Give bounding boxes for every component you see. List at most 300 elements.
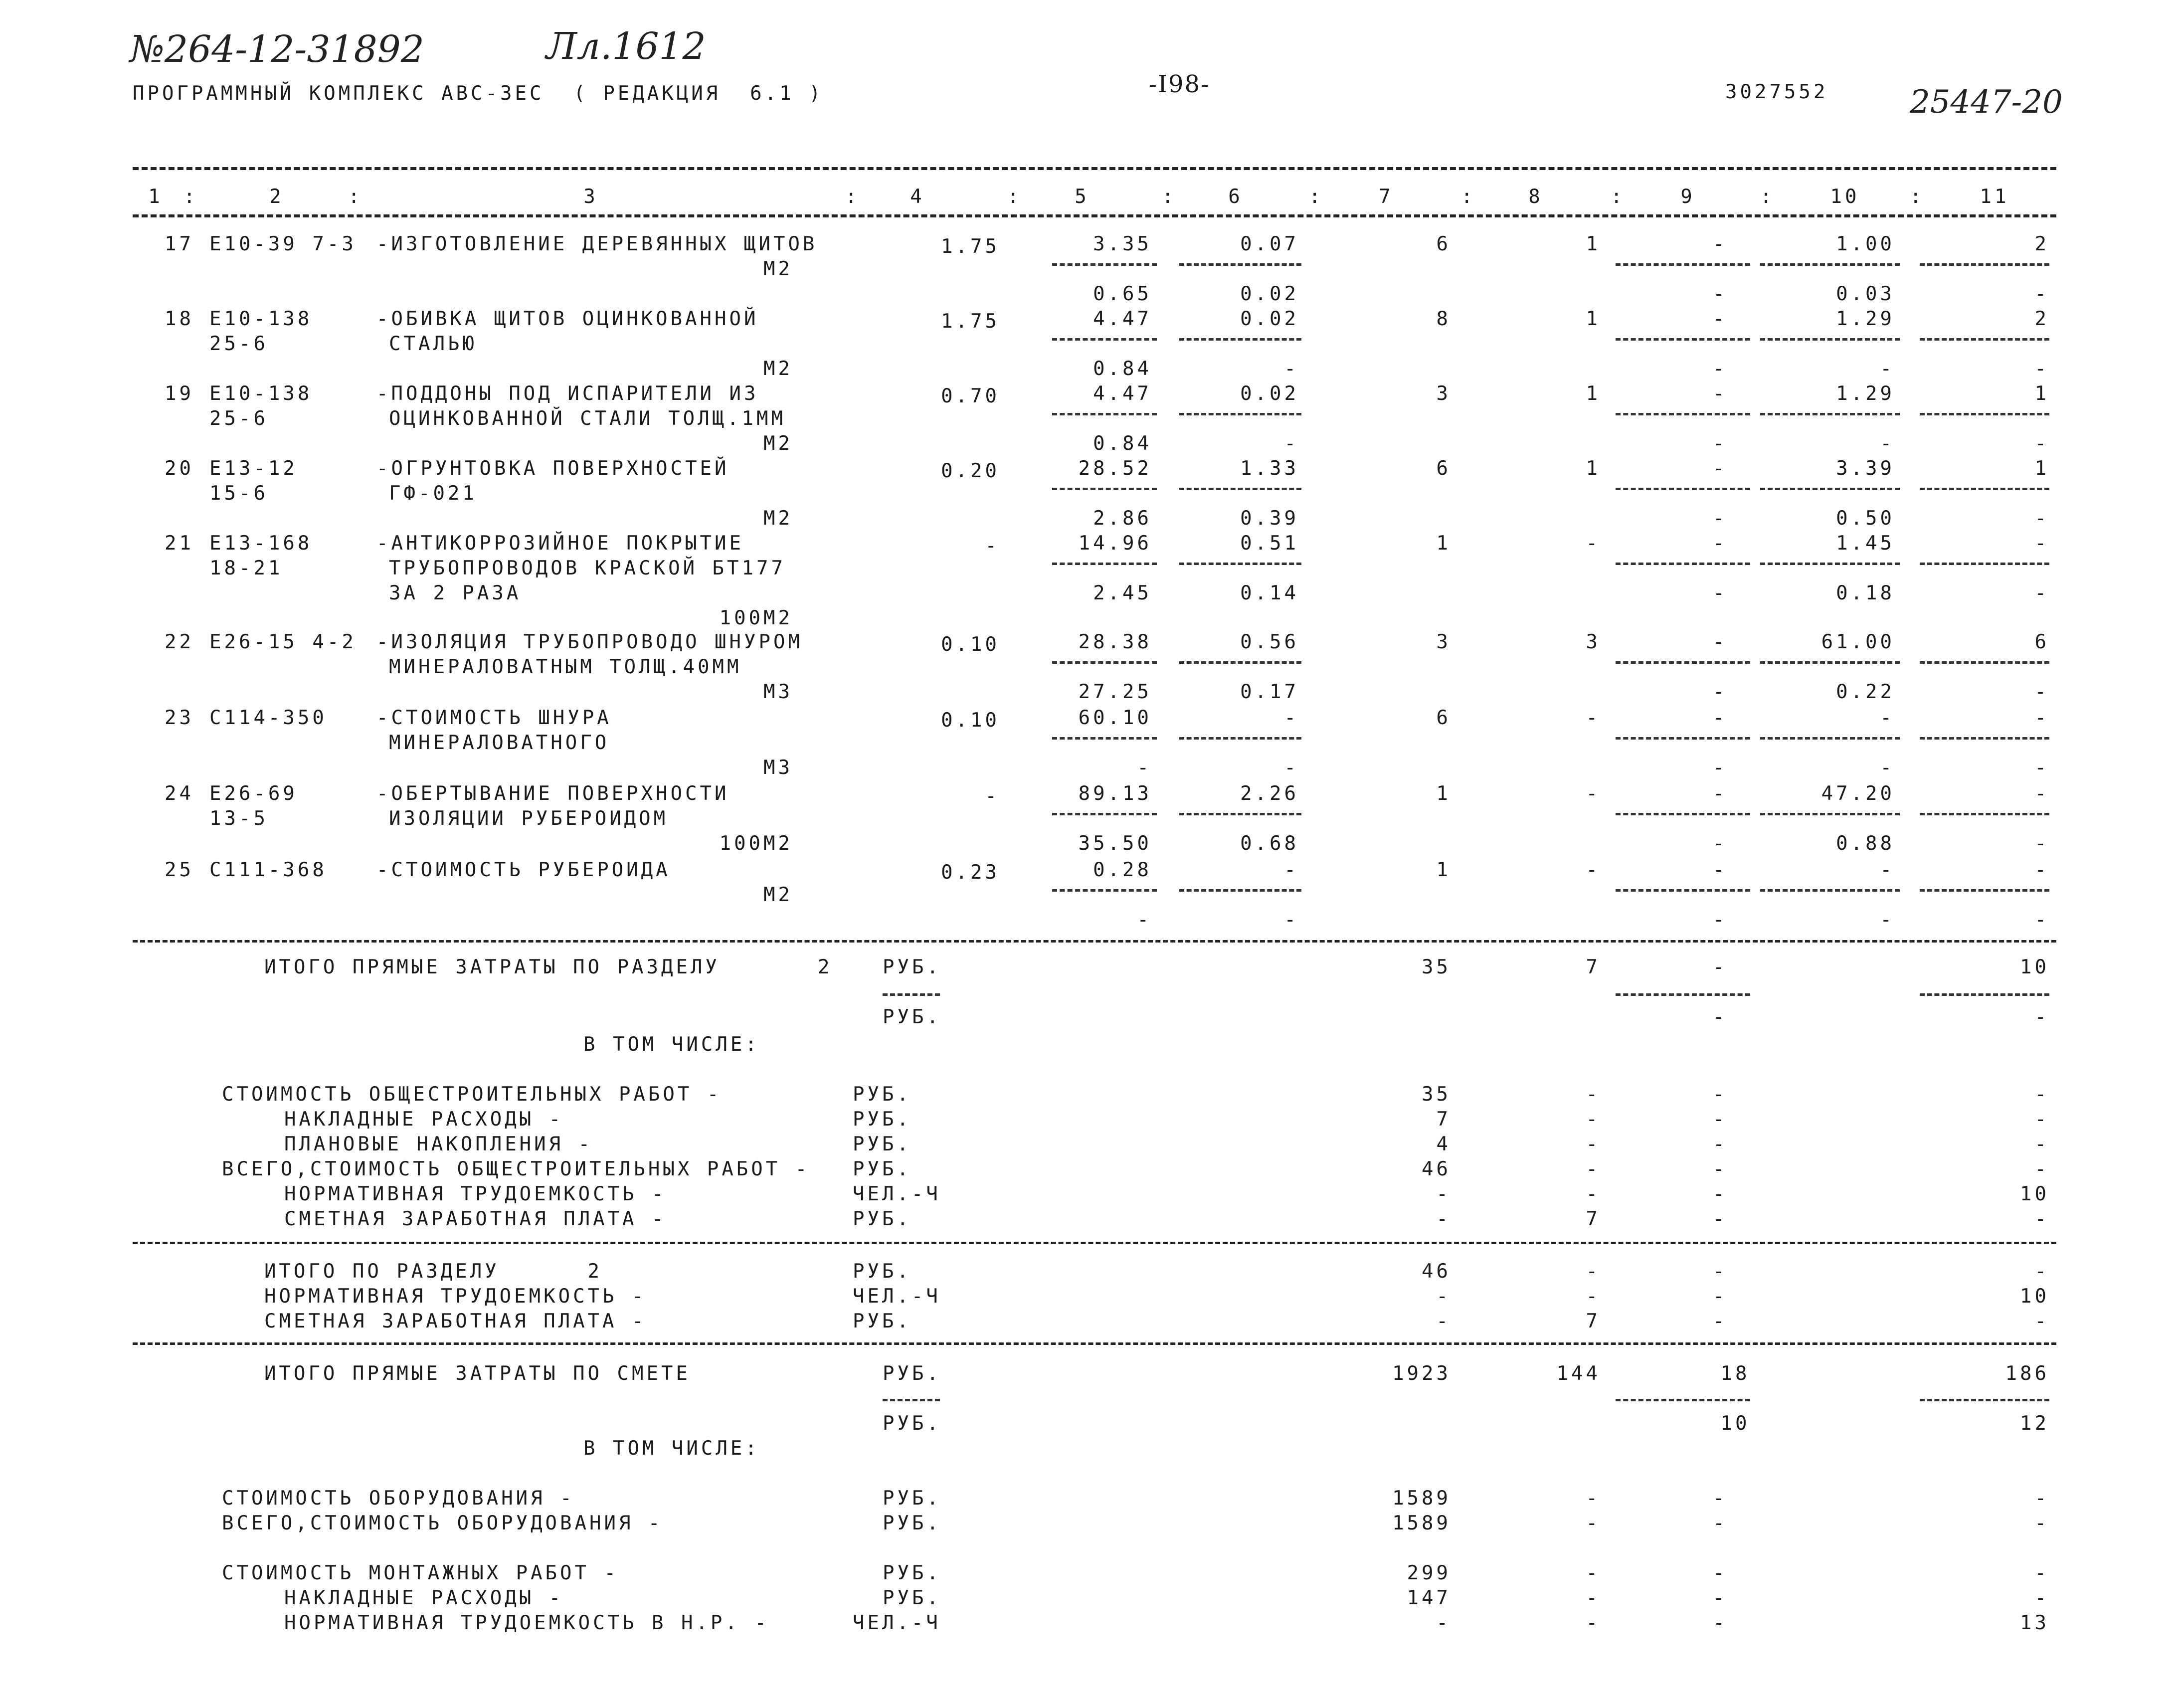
- col11-value: 1: [2034, 457, 2049, 480]
- estimate-breakdown-col8: -: [1586, 1587, 1601, 1609]
- estimate-breakdown-col9: -: [1713, 1487, 1728, 1510]
- section-total-label: ИТОГО ПРЯМЫЕ ЗАТРАТЫ ПО РАЗДЕЛУ: [264, 956, 720, 978]
- dashed-rule: [133, 940, 2056, 943]
- estimate-total-col11-secondary: 12: [2020, 1412, 2049, 1435]
- section-total-unit: РУБ.: [883, 956, 941, 978]
- estimate-breakdown-col8: -: [1586, 1487, 1601, 1510]
- col10-value: 1.29: [1836, 308, 1895, 330]
- dashed-separator: [1616, 413, 1750, 415]
- row-code: С111-368: [209, 859, 327, 881]
- dashed-separator: [1920, 993, 2049, 996]
- col5-value: 28.52: [1078, 457, 1152, 480]
- dashed-separator: [1760, 737, 1900, 740]
- dashed-separator: [1052, 413, 1157, 415]
- col11-subvalue: -: [2034, 582, 2049, 604]
- column-header-2: 2: [269, 186, 284, 208]
- estimate-breakdown-col9: -: [1713, 1562, 1728, 1584]
- dashed-separator: [1052, 263, 1157, 266]
- breakdown-col11: -: [2034, 1108, 2049, 1131]
- col11-subvalue: -: [2034, 507, 2049, 530]
- col11-value: 1: [2034, 382, 2049, 405]
- col7-value: 1: [1436, 859, 1451, 881]
- breakdown-col7: -: [1436, 1183, 1451, 1205]
- col8-value: -: [1586, 859, 1601, 881]
- section-final-col8: -: [1586, 1285, 1601, 1308]
- breakdown-label: ПЛАНОВЫЕ НАКОПЛЕНИЯ -: [284, 1133, 593, 1155]
- col9-subvalue: -: [1713, 507, 1728, 530]
- row-description: МИНЕРАЛОВАТНЫМ ТОЛЩ.40ММ: [389, 656, 742, 678]
- col9-subvalue: -: [1713, 757, 1728, 779]
- dashed-separator: [1760, 413, 1900, 415]
- column-header-4: 4: [910, 186, 925, 208]
- estimate-breakdown-unit: РУБ.: [883, 1562, 941, 1584]
- estimate-total-label: ИТОГО ПРЯМЫЕ ЗАТРАТЫ ПО СМЕТЕ: [264, 1362, 691, 1385]
- col6-subvalue: 0.17: [1240, 681, 1299, 703]
- breakdown-col8: -: [1586, 1133, 1601, 1155]
- row-number: 18: [165, 308, 194, 330]
- col5-value: 89.13: [1078, 782, 1152, 805]
- row-number: 20: [165, 457, 194, 480]
- col11-subvalue: -: [2034, 909, 2049, 931]
- breakdown-col7: 7: [1436, 1108, 1451, 1131]
- dashed-separator: [1920, 338, 2049, 341]
- col6-value: 0.51: [1240, 532, 1299, 555]
- row-unit: М2: [763, 258, 793, 280]
- col8-value: 1: [1586, 233, 1601, 255]
- estimate-total-unit: РУБ.: [883, 1362, 941, 1385]
- row-description: -СТОИМОСТЬ РУБЕРОИДА: [376, 859, 671, 881]
- col9-subvalue: -: [1713, 909, 1728, 931]
- row-description: -АНТИКОРРОЗИЙНОЕ ПОКРЫТИЕ: [376, 532, 744, 555]
- col6-subvalue: 0.68: [1240, 832, 1299, 855]
- dashed-separator: [1616, 813, 1750, 815]
- including-label: В ТОМ ЧИСЛЕ:: [583, 1033, 760, 1056]
- section-total-col11-secondary: -: [2034, 1006, 2049, 1028]
- dashed-separator: [1052, 661, 1157, 664]
- col11-value: -: [2034, 707, 2049, 729]
- estimate-breakdown-col7: 299: [1407, 1562, 1451, 1584]
- dashed-separator: [1760, 889, 1900, 892]
- row-description: МИНЕРАЛОВАТНОГО: [389, 732, 610, 754]
- section-total-col7: 35: [1422, 956, 1451, 978]
- col5-subvalue: 35.50: [1078, 832, 1152, 855]
- row-quantity: 0.70: [941, 385, 1000, 407]
- col6-subvalue: -: [1284, 432, 1299, 455]
- dashed-separator: [1616, 338, 1750, 341]
- breakdown-col9: -: [1713, 1208, 1728, 1230]
- row-code-sub: 25-6: [209, 407, 268, 430]
- col7-value: 3: [1436, 631, 1451, 653]
- row-description: -ОБЕРТЫВАНИЕ ПОВЕРХНОСТИ: [376, 782, 729, 805]
- dashed-separator: [1179, 263, 1301, 266]
- col6-value: 0.02: [1240, 308, 1299, 330]
- row-description: -ИЗГОТОВЛЕНИЕ ДЕРЕВЯННЫХ ЩИТОВ: [376, 233, 818, 255]
- col10-subvalue: -: [1880, 757, 1895, 779]
- row-code: С114-350: [209, 707, 327, 729]
- col9-subvalue: -: [1713, 283, 1728, 305]
- row-description: -СТОИМОСТЬ ШНУРА: [376, 707, 612, 729]
- section-final-unit: РУБ.: [853, 1260, 911, 1283]
- dashed-separator: [1179, 889, 1301, 892]
- estimate-total-col11: 186: [2005, 1362, 2049, 1385]
- row-description: -ИЗОЛЯЦИЯ ТРУБОПРОВОДО ШНУРОМ: [376, 631, 803, 653]
- row-code-sub: 18-21: [209, 557, 283, 579]
- estimate-total-col9-secondary: 10: [1720, 1412, 1750, 1435]
- col6-value: 1.33: [1240, 457, 1299, 480]
- col6-subvalue: -: [1284, 909, 1299, 931]
- row-code: Е26-69: [209, 782, 298, 805]
- col5-value: 3.35: [1093, 233, 1152, 255]
- col5-value: 0.28: [1093, 859, 1152, 881]
- row-unit: М3: [763, 681, 793, 703]
- col10-value: 1.00: [1836, 233, 1895, 255]
- dashed-separator: [1179, 813, 1301, 815]
- row-unit: М3: [763, 757, 793, 779]
- col10-subvalue: 0.18: [1836, 582, 1895, 604]
- col10-subvalue: 0.22: [1836, 681, 1895, 703]
- col10-value: 61.00: [1821, 631, 1895, 653]
- breakdown-col11: -: [2034, 1133, 2049, 1155]
- col10-value: 47.20: [1821, 782, 1895, 805]
- col7-value: 8: [1436, 308, 1451, 330]
- breakdown-col8: -: [1586, 1108, 1601, 1131]
- breakdown-unit: РУБ.: [853, 1108, 911, 1131]
- col11-value: 2: [2034, 233, 2049, 255]
- including-label: В ТОМ ЧИСЛЕ:: [583, 1437, 760, 1460]
- estimate-breakdown-col8: -: [1586, 1612, 1601, 1634]
- row-code-sub: 15-6: [209, 482, 268, 505]
- breakdown-col9: -: [1713, 1083, 1728, 1106]
- estimate-breakdown-col11: -: [2034, 1562, 2049, 1584]
- dashed-separator: [1179, 488, 1301, 490]
- col5-subvalue: -: [1137, 909, 1152, 931]
- column-header-7: 7: [1379, 186, 1394, 208]
- breakdown-col8: 7: [1586, 1208, 1601, 1230]
- col10-value: 1.45: [1836, 532, 1895, 555]
- dashed-separator: [1179, 737, 1301, 740]
- section-final-col7: -: [1436, 1310, 1451, 1332]
- col11-subvalue: -: [2034, 681, 2049, 703]
- col6-value: 0.56: [1240, 631, 1299, 653]
- estimate-breakdown-col11: -: [2034, 1587, 2049, 1609]
- section-total-number: 2: [818, 956, 833, 978]
- breakdown-col7: 35: [1422, 1083, 1451, 1106]
- estimate-breakdown-col7: -: [1436, 1612, 1451, 1634]
- estimate-total-col7: 1923: [1392, 1362, 1451, 1385]
- col7-value: 1: [1436, 532, 1451, 555]
- dashed-separator: [1616, 889, 1750, 892]
- col11-subvalue: -: [2034, 283, 2049, 305]
- estimate-breakdown-label: НАКЛАДНЫЕ РАСХОДЫ -: [284, 1587, 564, 1609]
- col10-value: 1.29: [1836, 382, 1895, 405]
- col9-value: -: [1713, 233, 1728, 255]
- col11-value: 6: [2034, 631, 2049, 653]
- row-description: ИЗОЛЯЦИИ РУБЕРОИДОМ: [389, 807, 669, 830]
- col8-value: 1: [1586, 457, 1601, 480]
- estimate-breakdown-col9: -: [1713, 1612, 1728, 1634]
- estimate-breakdown-col9: -: [1713, 1587, 1728, 1609]
- breakdown-col11: -: [2034, 1083, 2049, 1106]
- column-separator: :: [1007, 186, 1022, 208]
- estimate-breakdown-label: СТОИМОСТЬ МОНТАЖНЫХ РАБОТ -: [222, 1562, 619, 1584]
- col10-subvalue: -: [1880, 432, 1895, 455]
- section-final-unit: ЧЕЛ.-Ч: [853, 1285, 941, 1308]
- dashed-separator: [1616, 488, 1750, 490]
- dashed-separator: [1052, 813, 1157, 815]
- col8-value: -: [1586, 782, 1601, 805]
- dashed-separator: [1052, 338, 1157, 341]
- row-description: ГФ-021: [389, 482, 477, 505]
- estimate-breakdown-col11: -: [2034, 1512, 2049, 1534]
- col6-subvalue: -: [1284, 358, 1299, 380]
- col7-value: 6: [1436, 457, 1451, 480]
- estimate-breakdown-label: ВСЕГО,СТОИМОСТЬ ОБОРУДОВАНИЯ -: [222, 1512, 663, 1534]
- estimate-breakdown-col8: -: [1586, 1512, 1601, 1534]
- estimate-breakdown-label: СТОИМОСТЬ ОБОРУДОВАНИЯ -: [222, 1487, 575, 1510]
- column-header-5: 5: [1075, 186, 1090, 208]
- estimate-breakdown-col8: -: [1586, 1562, 1601, 1584]
- section-final-col7: -: [1436, 1285, 1451, 1308]
- row-number: 22: [165, 631, 194, 653]
- estimate-breakdown-col9: -: [1713, 1512, 1728, 1534]
- program-header: ПРОГРАММНЫЙ КОМПЛЕКС АВС-3ЕС ( РЕДАКЦИЯ 6.1 ): [133, 82, 824, 105]
- dashed-rule: [133, 167, 2056, 170]
- dashed-separator: [883, 1399, 940, 1401]
- row-number: 21: [165, 532, 194, 555]
- breakdown-col9: -: [1713, 1108, 1728, 1131]
- col5-subvalue: -: [1137, 757, 1152, 779]
- section-total-col11: 10: [2020, 956, 2049, 978]
- row-code: Е26-15 4-2: [209, 631, 357, 653]
- dashed-separator: [1616, 661, 1750, 664]
- dashed-separator: [1616, 737, 1750, 740]
- column-header-6: 6: [1228, 186, 1243, 208]
- column-separator: :: [1611, 186, 1626, 208]
- breakdown-unit: РУБ.: [853, 1083, 911, 1106]
- section-final-label: СМЕТНАЯ ЗАРАБОТНАЯ ПЛАТА -: [264, 1310, 647, 1332]
- col5-value: 60.10: [1078, 707, 1152, 729]
- dashed-separator: [1760, 661, 1900, 664]
- row-unit: 100М2: [719, 832, 793, 855]
- column-separator: :: [1309, 186, 1324, 208]
- col10-subvalue: 0.50: [1836, 507, 1895, 530]
- breakdown-col8: -: [1586, 1183, 1601, 1205]
- breakdown-col11: 10: [2020, 1183, 2049, 1205]
- row-unit: 100М2: [719, 607, 793, 629]
- row-description: -ОГРУНТОВКА ПОВЕРХНОСТЕЙ: [376, 457, 729, 480]
- estimate-breakdown-unit: РУБ.: [883, 1587, 941, 1609]
- dashed-separator: [1179, 413, 1301, 415]
- section-final-unit: РУБ.: [853, 1310, 911, 1332]
- breakdown-label: ВСЕГО,СТОИМОСТЬ ОБЩЕСТРОИТЕЛЬНЫХ РАБОТ -: [222, 1158, 810, 1180]
- col5-value: 28.38: [1078, 631, 1152, 653]
- col9-subvalue: -: [1713, 681, 1728, 703]
- col10-value: 3.39: [1836, 457, 1895, 480]
- column-separator: :: [1461, 186, 1476, 208]
- section-final-label: НОРМАТИВНАЯ ТРУДОЕМКОСТЬ -: [264, 1285, 647, 1308]
- row-description: СТАЛЬЮ: [389, 333, 477, 355]
- estimate-breakdown-col7: 1589: [1392, 1512, 1451, 1534]
- col9-value: -: [1713, 859, 1728, 881]
- dashed-separator: [1052, 563, 1157, 565]
- dashed-separator: [1920, 661, 2049, 664]
- col7-value: 3: [1436, 382, 1451, 405]
- dashed-separator: [1616, 263, 1750, 266]
- col10-subvalue: 0.03: [1836, 283, 1895, 305]
- section-final-label: ИТОГО ПО РАЗДЕЛУ 2: [264, 1260, 603, 1283]
- row-description: -ПОДДОНЫ ПОД ИСПАРИТЕЛИ ИЗ: [376, 382, 759, 405]
- row-number: 23: [165, 707, 194, 729]
- handwritten-doc-number: №264-12-31892: [130, 28, 424, 71]
- breakdown-col9: -: [1713, 1183, 1728, 1205]
- breakdown-unit: РУБ.: [853, 1133, 911, 1155]
- breakdown-col7: -: [1436, 1208, 1451, 1230]
- col11-subvalue: -: [2034, 757, 2049, 779]
- breakdown-unit: ЧЕЛ.-Ч: [853, 1183, 941, 1205]
- dashed-separator: [1052, 737, 1157, 740]
- col7-value: 1: [1436, 782, 1451, 805]
- dashed-separator: [1616, 563, 1750, 565]
- col5-subvalue: 0.65: [1093, 283, 1152, 305]
- document-code: 3027552: [1725, 81, 1828, 103]
- col5-value: 4.47: [1093, 382, 1152, 405]
- estimate-total-unit-secondary: РУБ.: [883, 1412, 941, 1435]
- column-separator: :: [845, 186, 860, 208]
- breakdown-unit: РУБ.: [853, 1158, 911, 1180]
- col10-subvalue: -: [1880, 358, 1895, 380]
- section-total-col9-secondary: -: [1713, 1006, 1728, 1028]
- breakdown-col8: -: [1586, 1158, 1601, 1180]
- col5-value: 4.47: [1093, 308, 1152, 330]
- col9-value: -: [1713, 631, 1728, 653]
- col11-subvalue: -: [2034, 358, 2049, 380]
- row-quantity: -: [985, 785, 1000, 807]
- breakdown-label: СМЕТНАЯ ЗАРАБОТНАЯ ПЛАТА -: [284, 1208, 667, 1230]
- col9-value: -: [1713, 457, 1728, 480]
- breakdown-label: СТОИМОСТЬ ОБЩЕСТРОИТЕЛЬНЫХ РАБОТ -: [222, 1083, 722, 1106]
- column-header-9: 9: [1680, 186, 1695, 208]
- column-header-11: 11: [1980, 186, 2009, 208]
- dashed-separator: [1052, 889, 1157, 892]
- estimate-breakdown-col11: -: [2034, 1487, 2049, 1510]
- dashed-separator: [1179, 563, 1301, 565]
- estimate-total-col9: 18: [1720, 1362, 1750, 1385]
- col11-value: -: [2034, 782, 2049, 805]
- col6-value: -: [1284, 707, 1299, 729]
- col7-value: 6: [1436, 707, 1451, 729]
- col7-value: 6: [1436, 233, 1451, 255]
- row-quantity: 0.10: [941, 709, 1000, 732]
- dashed-separator: [1760, 263, 1900, 266]
- row-number: 17: [165, 233, 194, 255]
- row-quantity: 1.75: [941, 310, 1000, 333]
- col10-value: -: [1880, 859, 1895, 881]
- breakdown-unit: РУБ.: [853, 1208, 911, 1230]
- section-final-col11: -: [2034, 1310, 2049, 1332]
- column-header-1: 1: [148, 186, 163, 208]
- dashed-separator: [1760, 488, 1900, 490]
- dashed-rule: [133, 214, 2056, 217]
- section-final-col11: -: [2034, 1260, 2049, 1283]
- dashed-separator: [1616, 993, 1750, 996]
- column-separator: :: [183, 186, 198, 208]
- dashed-separator: [1920, 488, 2049, 490]
- row-quantity: 1.75: [941, 235, 1000, 258]
- col9-value: -: [1713, 532, 1728, 555]
- col6-subvalue: 0.14: [1240, 582, 1299, 604]
- col11-value: -: [2034, 532, 2049, 555]
- col8-value: 3: [1586, 631, 1601, 653]
- estimate-breakdown-label: НОРМАТИВНАЯ ТРУДОЕМКОСТЬ В Н.Р. -: [284, 1612, 769, 1634]
- row-quantity: -: [985, 535, 1000, 557]
- row-number: 24: [165, 782, 194, 805]
- handwritten-sheet-number: Лл.1612: [546, 25, 706, 68]
- row-description: -ОБИВКА ЩИТОВ ОЦИНКОВАННОЙ: [376, 308, 759, 330]
- col11-value: -: [2034, 859, 2049, 881]
- estimate-breakdown-unit: РУБ.: [883, 1512, 941, 1534]
- row-quantity: 0.10: [941, 633, 1000, 656]
- row-number: 19: [165, 382, 194, 405]
- breakdown-col7: 46: [1422, 1158, 1451, 1180]
- col9-subvalue: -: [1713, 358, 1728, 380]
- breakdown-col11: -: [2034, 1158, 2049, 1180]
- row-code: Е13-168: [209, 532, 313, 555]
- col6-value: -: [1284, 859, 1299, 881]
- row-number: 25: [165, 859, 194, 881]
- col8-value: -: [1586, 707, 1601, 729]
- breakdown-col9: -: [1713, 1133, 1728, 1155]
- col9-subvalue: -: [1713, 432, 1728, 455]
- col5-subvalue: 2.86: [1093, 507, 1152, 530]
- col11-subvalue: -: [2034, 832, 2049, 855]
- col9-value: -: [1713, 707, 1728, 729]
- section-final-col9: -: [1713, 1260, 1728, 1283]
- dashed-separator: [1179, 661, 1301, 664]
- row-description: ТРУБОПРОВОДОВ КРАСКОЙ БТ177: [389, 557, 786, 579]
- dashed-separator: [1760, 338, 1900, 341]
- dashed-separator: [1920, 889, 2049, 892]
- section-total-col8: 7: [1586, 956, 1601, 978]
- dashed-separator: [1052, 488, 1157, 490]
- col11-value: 2: [2034, 308, 2049, 330]
- row-unit: М2: [763, 358, 793, 380]
- row-unit: М2: [763, 507, 793, 530]
- column-separator: :: [348, 186, 363, 208]
- dashed-separator: [1920, 1399, 2049, 1401]
- section-final-col8: -: [1586, 1260, 1601, 1283]
- col8-value: 1: [1586, 382, 1601, 405]
- section-final-col7: 46: [1422, 1260, 1451, 1283]
- col10-subvalue: 0.88: [1836, 832, 1895, 855]
- col6-subvalue: -: [1284, 757, 1299, 779]
- col11-subvalue: -: [2034, 432, 2049, 455]
- column-header-3: 3: [583, 186, 598, 208]
- dashed-separator: [1920, 563, 2049, 565]
- col8-value: 1: [1586, 308, 1601, 330]
- handwritten-ref-number: 25447-20: [1910, 84, 2063, 121]
- row-description: ОЦИНКОВАННОЙ СТАЛИ ТОЛЩ.1ММ: [389, 407, 786, 430]
- section-total-unit-secondary: РУБ.: [883, 1006, 941, 1028]
- estimate-breakdown-col11: 13: [2020, 1612, 2049, 1634]
- column-separator: :: [1910, 186, 1925, 208]
- dashed-separator: [1920, 737, 2049, 740]
- column-header-10: 10: [1830, 186, 1860, 208]
- col9-subvalue: -: [1713, 582, 1728, 604]
- section-final-col9: -: [1713, 1285, 1728, 1308]
- row-quantity: 0.23: [941, 861, 1000, 884]
- estimate-breakdown-col7: 147: [1407, 1587, 1451, 1609]
- section-total-col9: -: [1713, 956, 1728, 978]
